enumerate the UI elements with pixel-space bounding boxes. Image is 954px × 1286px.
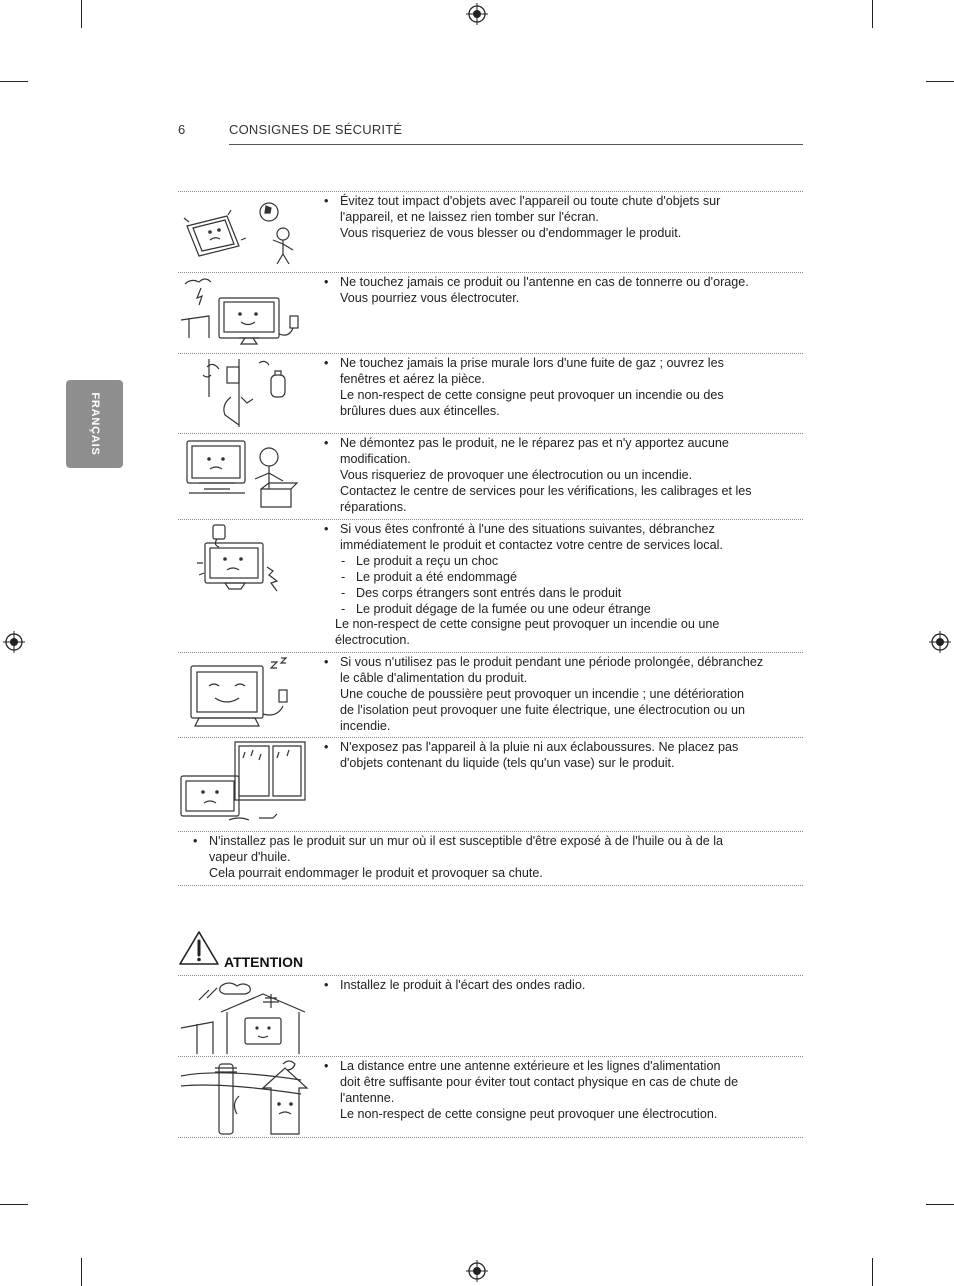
warning-line: • Ne touchez jamais ce produit ou l'antenne en cas de tonnerre ou d'orage. [340,275,749,289]
warning-line: Le non-respect de cette consigne peut provoquer un incendie ou une [335,617,720,632]
language-tab-label: FRANÇAIS [88,392,101,456]
gas-leak-illustration [179,357,309,429]
warning-line: d'objets contenant du liquide (tels qu'un vase) sur le produit. [340,755,675,770]
crop-mark [872,0,873,28]
header-rule [229,144,803,145]
warning-line: Contactez le centre de services pour les vérifications, les calibrages et les [340,483,752,498]
warning-line: immédiatement le produit et contactez votre centre de services local. [340,537,723,552]
attention-label: ATTENTION [224,954,304,970]
warning-line: brûlures dues aux étincelles. [340,403,500,418]
warning-item [323,275,793,307]
warning-line: • N'exposez pas l'appareil à la pluie ni aux éclaboussures. Ne placez pas [340,740,739,754]
registration-mark-icon [466,3,488,25]
language-tab [66,380,123,468]
warning-line: Vous pourriez vous électrocuter. [340,290,520,305]
row-divider [178,975,803,976]
warning-item [323,356,793,420]
caution-item [323,978,793,994]
caution-line: doit être suffisante pour éviter tout contact physique en cas de chute de [340,1074,739,1089]
rain-window-illustration [179,740,309,828]
warning-line: • Évitez tout impact d'objets avec l'appareil ou toute chute d'objets sur [340,194,721,208]
row-divider [178,433,803,434]
row-divider [178,272,803,273]
page-header [178,122,803,146]
crop-mark [0,81,28,82]
page-number: 6 [178,122,186,137]
warning-line: électrocution. [335,633,410,648]
caution-line: Le non-respect de cette consigne peut provoquer une électrocution. [340,1106,718,1121]
warning-line: • Si vous êtes confronté à l'une des situations suivantes, débranchez [340,522,715,536]
warning-line: Vous risqueriez de vous blesser ou d'endommager le produit. [340,225,682,240]
attention-heading [178,930,478,970]
warning-line: • N'installez pas le produit sur un mur où il est susceptible d'être exposé à de l'huile ou à de la [209,834,724,848]
caution-line: • Installez le produit à l'écart des ondes radio. [340,978,586,992]
disassembly-illustration [179,437,309,515]
warning-line: Le non-respect de cette consigne peut provoquer un incendie ou des [340,387,724,402]
registration-mark-icon [3,631,25,653]
warning-sub-item: - Des corps étrangers sont entrés dans le produit [323,586,793,602]
tv-lightning-illustration [179,276,309,348]
caution-item [323,1059,793,1123]
row-divider [178,519,803,520]
row-divider [178,1056,803,1057]
section-title: CONSIGNES DE SÉCURITÉ [229,122,403,137]
warning-sub-item: - Le produit a été endommagé [323,570,793,586]
warning-item [323,655,793,735]
warning-line: incendie. [340,718,391,733]
warning-line: • Si vous n'utilisez pas le produit pendant une période prolongée, débranchez [340,655,764,669]
warning-item [323,522,793,649]
warning-sub-item: - Le produit dégage de la fumée ou une odeur étrange [323,602,793,618]
sleeping-tv-illustration [179,656,309,734]
house-antenna-illustration [179,978,309,1054]
warning-line: l'appareil, et ne laissez rien tomber sur l'écran. [340,209,599,224]
warning-line: • Ne touchez jamais la prise murale lors d'une fuite de gaz ; ouvrez les [340,356,724,370]
crop-mark [872,1258,873,1286]
warning-line: le câble d'alimentation du produit. [340,670,528,685]
row-divider [178,737,803,738]
damaged-tv-illustration [179,523,309,601]
warning-item [323,436,793,516]
warning-line: de l'isolation peut provoquer une fuite électrique, une électrocution ou un [340,702,745,717]
caution-line: l'antenne. [340,1090,395,1105]
row-divider [178,831,803,832]
row-divider [178,652,803,653]
crop-mark [0,1204,28,1205]
registration-mark-icon [929,631,951,653]
warning-line: vapeur d'huile. [209,849,291,864]
crop-mark [81,1258,82,1286]
warning-line: Vous risqueriez de provoquer une électrocution ou un incendie. [340,467,693,482]
warning-triangle-icon [178,930,220,966]
registration-mark-icon [466,1260,488,1282]
crop-mark [926,1204,954,1205]
row-divider [178,191,803,192]
warning-item-wide [192,834,792,882]
crop-mark [926,81,954,82]
row-divider [178,885,803,886]
power-line-illustration [179,1058,309,1136]
warning-sub-item: - Le produit a reçu un choc [323,554,793,570]
crop-mark [81,0,82,28]
row-divider [178,1137,803,1138]
warning-line: modification. [340,451,411,466]
caution-line: • La distance entre une antenne extérieure et les lignes d'alimentation [340,1059,721,1073]
tv-impact-illustration [179,196,309,268]
warning-line: Une couche de poussière peut provoquer un incendie ; une détérioration [340,686,744,701]
row-divider [178,353,803,354]
warning-item [323,194,793,242]
warning-line: • Ne démontez pas le produit, ne le réparez pas et n'y apportez aucune [340,436,729,450]
warning-line: réparations. [340,499,407,514]
warning-item [323,740,793,772]
warning-line: fenêtres et aérez la pièce. [340,371,485,386]
warning-line: Cela pourrait endommager le produit et provoquer sa chute. [209,865,543,880]
